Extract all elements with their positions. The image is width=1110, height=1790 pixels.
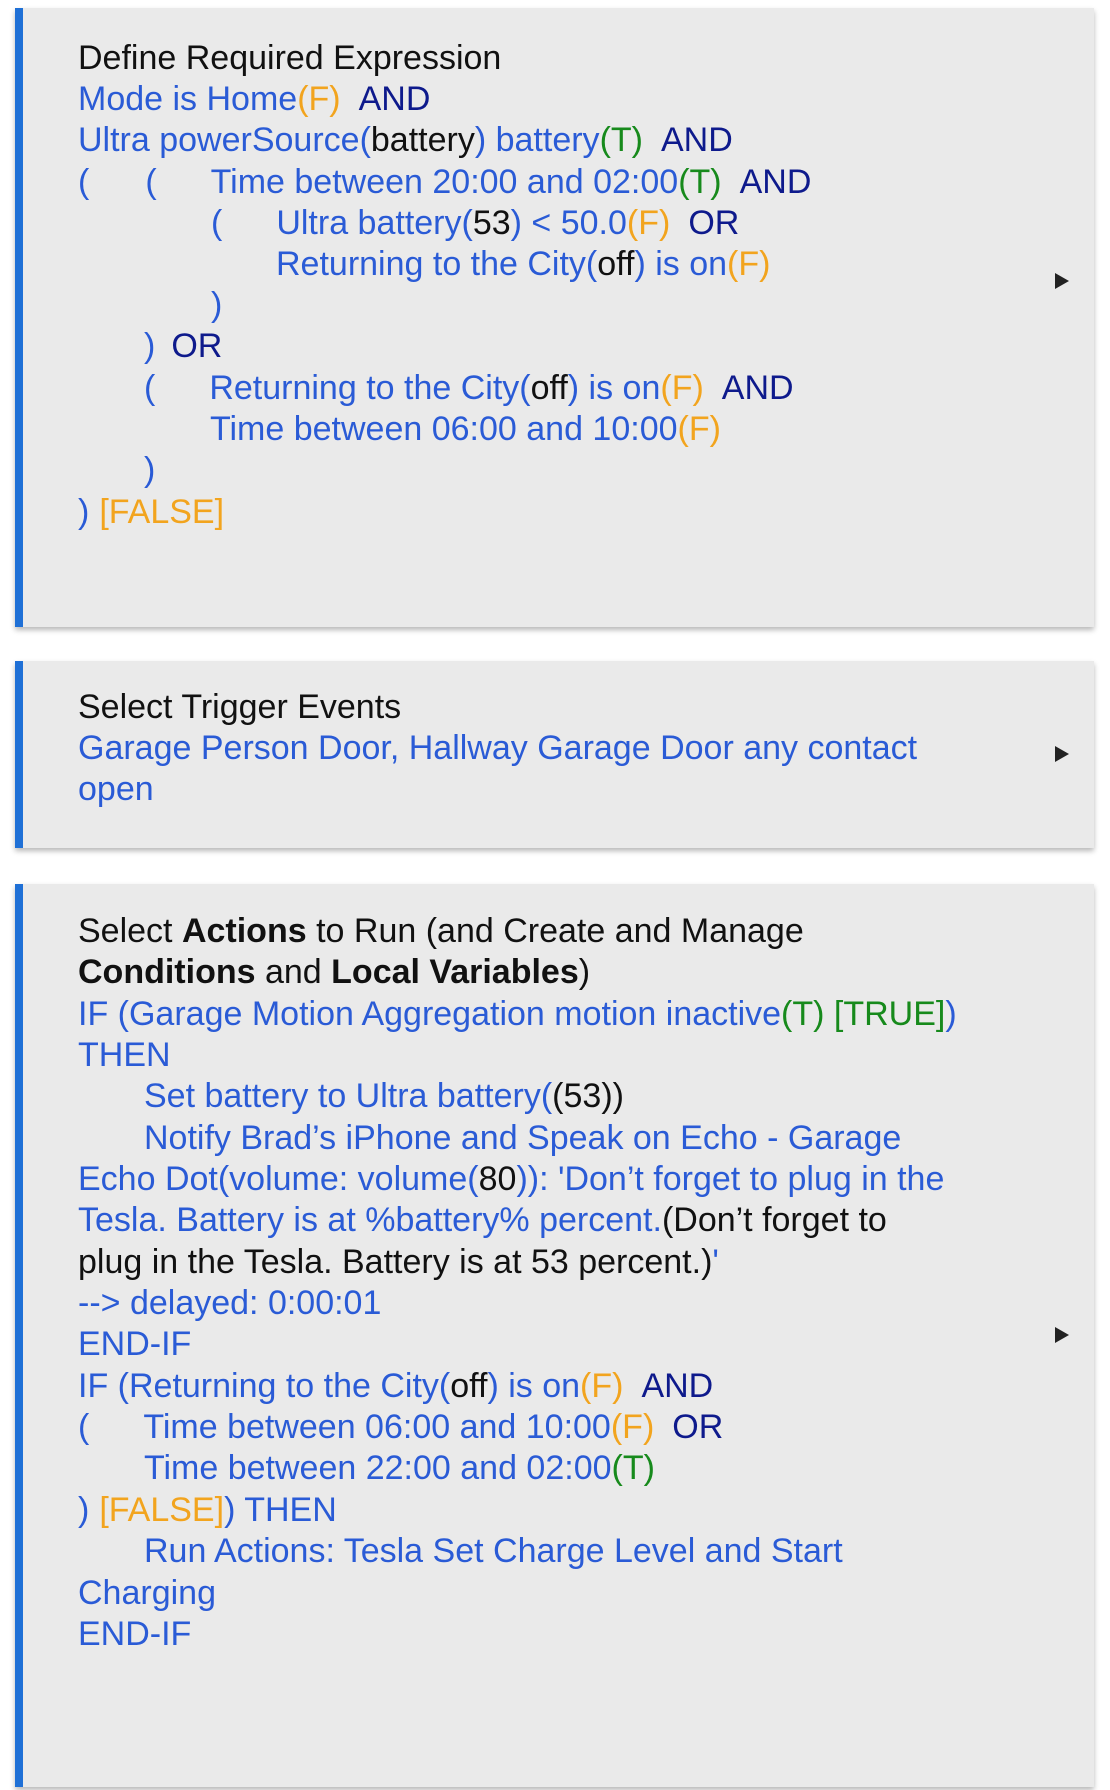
expand-arrow-icon[interactable]	[1055, 1327, 1069, 1343]
triggers-text-line1: Garage Person Door, Hallway Garage Door any contact	[78, 729, 918, 767]
actions-run-line2: Charging	[78, 1574, 216, 1612]
expand-arrow-icon[interactable]	[1055, 273, 1069, 289]
actions-notify-line4: plug in the Tesla. Battery is at 53 percent.)'	[78, 1243, 719, 1281]
expression-line-battery: ( Ultra battery(53) < 50.0(F) OR	[211, 204, 740, 242]
expression-line-close-inner: )	[211, 286, 223, 324]
actions-run-line1: Run Actions: Tesla Set Charge Level and Start	[144, 1532, 843, 1570]
actions-notify-line3: Tesla. Battery is at %battery% percent.(Don’t forget to	[78, 1201, 887, 1239]
actions-heading-line1: Select Actions to Run (and Create and Manage	[78, 912, 804, 950]
actions-if2: IF (Returning to the City(off) is on(F) AND	[78, 1367, 714, 1405]
expression-line-final: ) [FALSE]	[78, 493, 225, 531]
trigger-events-card[interactable]	[15, 661, 1094, 848]
expression-line-or: ) OR	[144, 327, 223, 365]
actions-then: THEN	[78, 1036, 171, 1074]
expression-line-time1: ( ( Time between 20:00 and 02:00(T) AND	[78, 163, 812, 201]
actions-notify-line1: Notify Brad’s iPhone and Speak on Echo - Garage	[144, 1119, 902, 1157]
actions-if1: IF (Garage Motion Aggregation motion inactive(T) [TRUE])	[78, 995, 957, 1033]
expression-heading: Define Required Expression	[78, 39, 502, 77]
expand-arrow-icon[interactable]	[1055, 746, 1069, 762]
actions-notify-line2: Echo Dot(volume: volume(80)): 'Don’t forget to plug in the	[78, 1160, 945, 1198]
triggers-heading: Select Trigger Events	[78, 688, 402, 726]
triggers-text-line2: open	[78, 770, 154, 808]
actions-if2-then: ) [FALSE]) THEN	[78, 1491, 337, 1529]
actions-delayed: --> delayed: 0:00:01	[78, 1284, 382, 1322]
actions-time-a: ( Time between 06:00 and 10:00(F) OR	[78, 1408, 724, 1446]
actions-endif1: END-IF	[78, 1325, 192, 1363]
actions-card[interactable]	[15, 884, 1094, 1787]
actions-heading-line2: Conditions and Local Variables)	[78, 953, 591, 991]
actions-endif2: END-IF	[78, 1615, 192, 1653]
actions-set-battery: Set battery to Ultra battery((53))	[144, 1077, 624, 1115]
expression-line-city1: Returning to the City(off) is on(F)	[276, 245, 771, 283]
expression-line-close: )	[144, 451, 156, 489]
expression-line-powersource: Ultra powerSource(battery) battery(T) AND	[78, 121, 733, 159]
actions-time-b: Time between 22:00 and 02:00(T)	[144, 1449, 655, 1487]
expression-line-city2: ( Returning to the City(off) is on(F) AND	[144, 369, 794, 407]
expression-line-time2: Time between 06:00 and 10:00(F)	[210, 410, 721, 448]
required-expression-card[interactable]	[15, 8, 1094, 627]
expression-line-mode: Mode is Home(F) AND	[78, 80, 431, 118]
